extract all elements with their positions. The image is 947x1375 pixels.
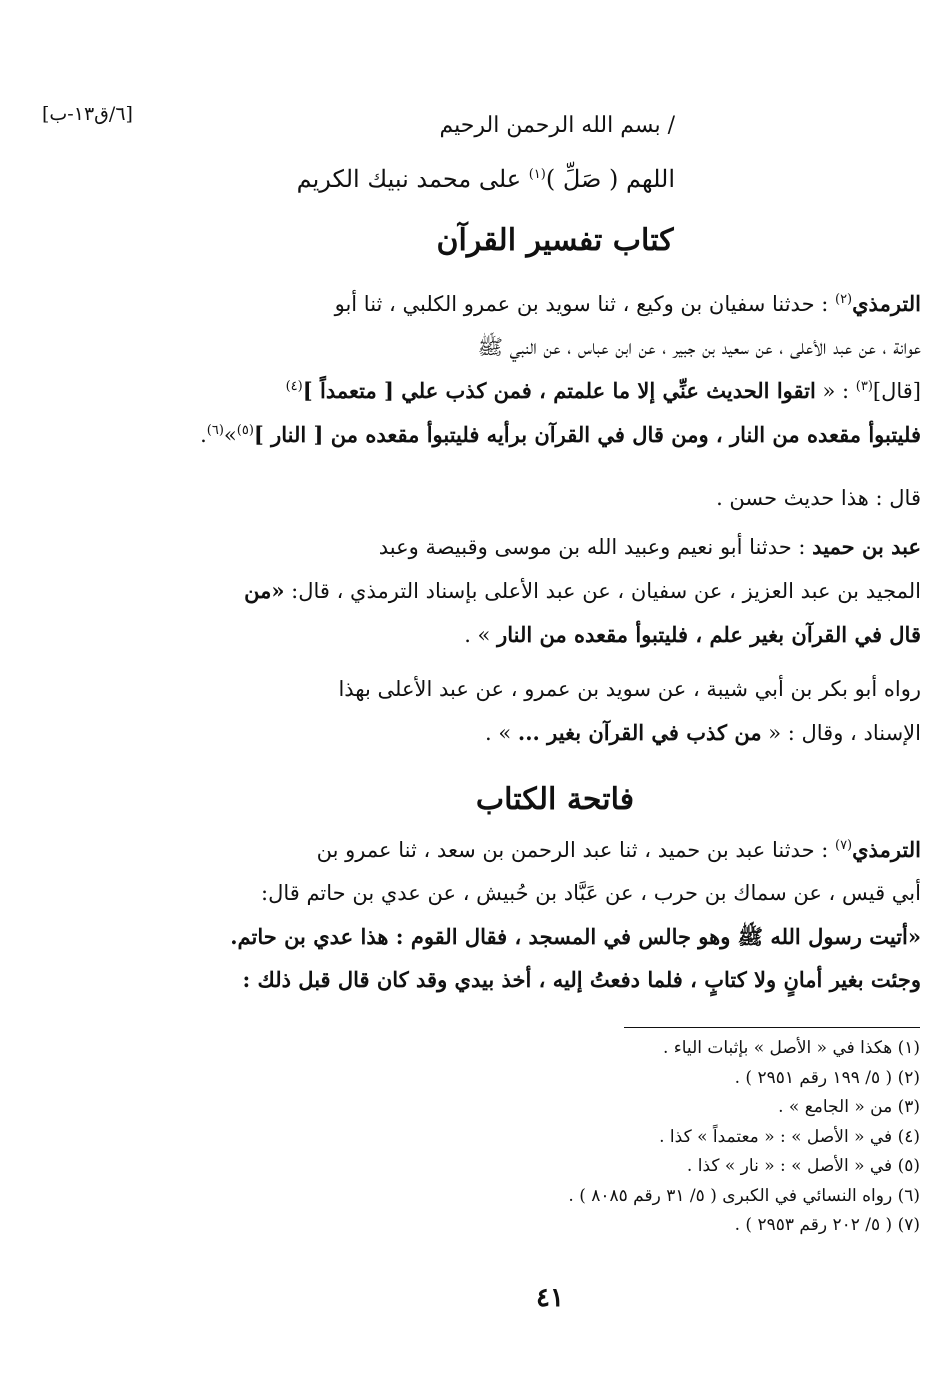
text-line: [183, 413, 921, 457]
text-run: » .: [485, 721, 518, 745]
paragraph-tirmidhi-fatiha: [183, 828, 921, 1001]
footnote: (٢) ( ٥/ ١٩٩ رقم ٢٩٥١ ) .: [734, 1067, 920, 1088]
text-run: الإسناد ، وقال : «: [761, 721, 921, 745]
section-heading-tafsir: كتاب تفسير القرآن: [436, 223, 674, 258]
basmala-line: / بسم الله الرحمن الرحيم: [439, 113, 675, 138]
hadith-text: من كذب في القرآن بغير ...: [517, 720, 762, 745]
text-line: [183, 711, 921, 755]
text-line: قال : هذا حديث حسن .: [716, 486, 921, 510]
footnote-marker: (٦): [206, 423, 224, 438]
hadith-text: «من: [244, 578, 285, 603]
footnote-marker: (١): [528, 167, 546, 182]
footnote-marker: (٣): [855, 379, 873, 394]
text-run: : «: [815, 379, 856, 403]
text-line: [183, 828, 921, 872]
text-line: «أتيت رسول الله ﷺ وهو جالس في المسجد ، فقال القوم : هذا عدي بن حاتم.: [230, 924, 921, 949]
text-line: [183, 613, 921, 657]
footnote-marker: (٧): [834, 838, 853, 853]
footnote: (٤) في « الأصل » : « معتمداً » كذا .: [659, 1126, 920, 1147]
text-run: : حدثنا أبو نعيم وعبيد الله بن موسى وقبيصة وعبد: [378, 535, 813, 559]
paragraph-grading: [183, 477, 921, 520]
text-line: وجئت بغير أمانٍ ولا كتابٍ ، فلما دفعتُ إليه ، أخذ بيدي وقد كان قال قبل ذلك :: [242, 967, 921, 992]
salat-line: [115, 165, 675, 193]
text-run: [قال]: [872, 379, 921, 403]
hadith-text: فليتبوأ مقعده من النار ، ومن قال في القرآن برأيه فليتبوأ مقعده من [ النار ]: [253, 422, 921, 447]
footnote: (١) هكذا في « الأصل » بإثبات الياء .: [662, 1038, 920, 1058]
text-run: .: [200, 423, 207, 447]
section-heading-fatiha: فاتحة الكتاب: [475, 782, 635, 817]
text-run: : حدثنا سفيان بن وكيع ، ثنا سويد بن عمرو الكلبي ، ثنا أبو: [334, 292, 835, 316]
footnote: (٦) رواه النسائي في الكبرى ( ٥/ ٣١ رقم ٨٠٨٥ ) .: [568, 1185, 920, 1206]
narrator-name: عبد بن حميد: [812, 534, 921, 559]
narrator-name: الترمذي: [852, 291, 921, 316]
footnote: (٥) في « الأصل » : « نار » كذا .: [686, 1156, 920, 1176]
hadith-text: قال في القرآن بغير علم ، فليتبوأ مقعده من النار: [497, 622, 921, 647]
footnote-marker: (٤): [285, 379, 303, 394]
paragraph-abd-ibn-humayd: [183, 525, 921, 657]
manuscript-reference: [٦/ق١٣-ب]: [42, 103, 133, 125]
footnote-marker: (٥): [236, 423, 254, 438]
text-line: أبي قيس ، عن سماك بن حرب ، عن عَبَّاد بن حُبيش ، عن عدي بن حاتم قال:: [261, 881, 921, 905]
text-line: عوانة ، عن عبد الأعلى ، عن سعيد بن جبير ، عن ابن عباس ، عن النبي ﷺ: [477, 335, 921, 359]
narrator-name: الترمذي: [852, 837, 921, 862]
salat-text: على محمد نبيك الكريم: [296, 165, 529, 193]
text-line: رواه أبو بكر بن أبي شيبة ، عن سويد بن عمرو ، عن عبد الأعلى بهذا: [338, 677, 921, 701]
text-line: [183, 369, 921, 413]
text-run: : حدثنا عبد بن حميد ، ثنا عبد الرحمن بن سعد ، ثنا عمرو بن: [316, 838, 835, 862]
text-run: المجيد بن عبد العزيز ، عن سفيان ، عن عبد الأعلى بإسناد الترمذي ، قال:: [284, 579, 921, 603]
hadith-text: اتقوا الحديث عنِّي إلا ما علمتم ، فمن كذب علي [ متعمداً ]: [302, 378, 816, 403]
paragraph-ibn-abi-shayba: [183, 668, 921, 755]
footnote: (٣) من « الجامع » .: [778, 1097, 920, 1117]
text-run: »: [223, 423, 237, 447]
footnote-divider: [624, 1027, 920, 1028]
footnotes: [300, 1034, 920, 1241]
text-line: [183, 525, 921, 569]
footnote-marker: (٢): [834, 292, 853, 307]
text-line: [183, 569, 921, 613]
paragraph-tirmidhi: [183, 282, 921, 457]
text-run: » .: [464, 623, 498, 647]
footnote: (٧) ( ٥/ ٢٠٢ رقم ٢٩٥٣ ) .: [734, 1215, 920, 1235]
salat-text: اللهم ( صَلِّ ): [545, 165, 675, 193]
text-line: [183, 282, 921, 326]
page-number: ٤١: [536, 1283, 564, 1313]
